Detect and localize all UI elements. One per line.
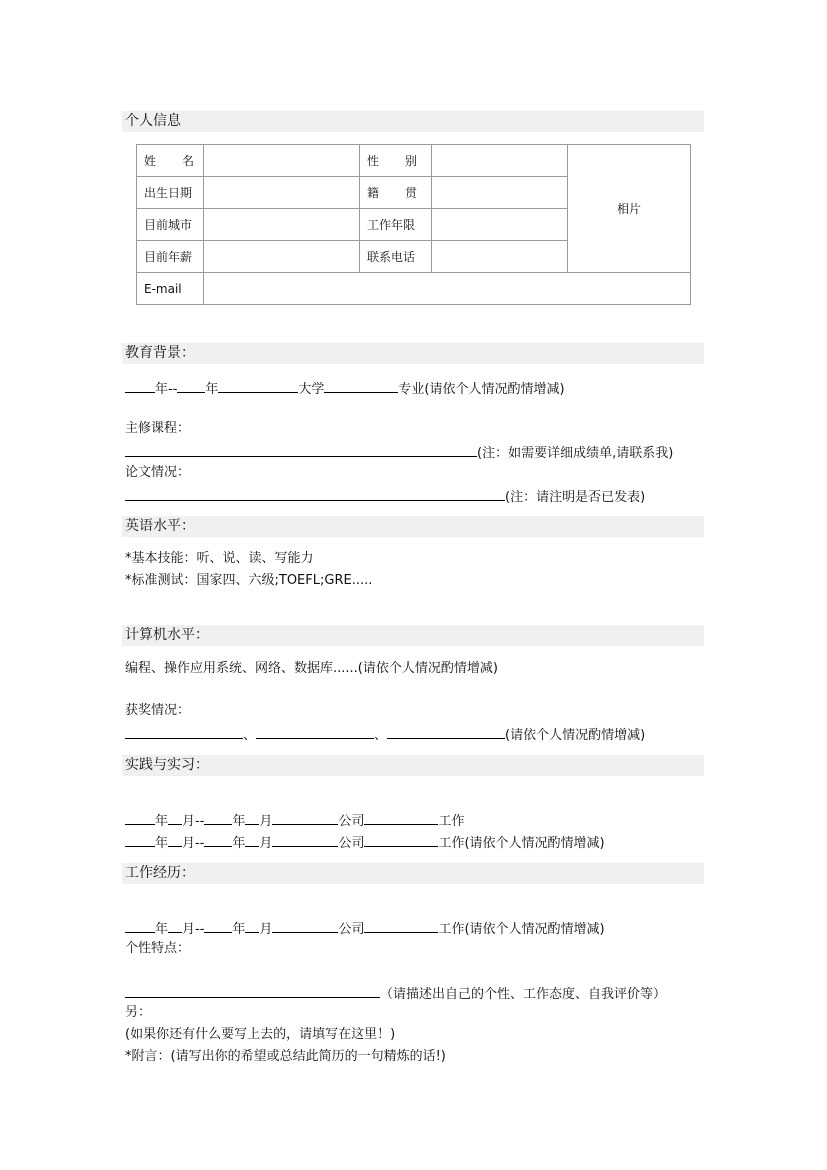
other-label: 另：	[125, 1005, 152, 1020]
courses-label: 主修课程：	[125, 421, 191, 436]
computer-skills: 编程、操作应用系统、网络、数据库......(请依个人情况酌情增减)	[125, 661, 498, 676]
birth-value[interactable]	[204, 177, 360, 209]
native-label: 籍 贯	[360, 177, 432, 209]
city-value[interactable]	[204, 209, 360, 241]
awards-label: 获奖情况：	[125, 703, 191, 718]
education-line: 年-- 年 大学 专业(请依个人情况酌情增减)	[125, 378, 565, 399]
education-heading: 教育背景：	[122, 343, 704, 364]
english-tests: *标准测试：国家四、六级;TOEFL;GRE.....	[125, 573, 373, 588]
salary-label: 目前年薪	[137, 241, 204, 273]
gender-value[interactable]	[432, 145, 568, 177]
experience-line: 年 月-- 年 月 公司 工作(请依个人情况酌情增减)	[125, 918, 605, 939]
computer-heading: 计算机水平：	[122, 625, 704, 646]
appendix-line: *附言：(请写出你的希望或总结此简历的一句精炼的话!)	[125, 1049, 446, 1064]
phone-label: 联系电话	[360, 241, 432, 273]
english-skills: *基本技能：听、说、读、写能力	[125, 551, 314, 566]
birth-label: 出生日期	[137, 177, 204, 209]
photo-cell[interactable]	[568, 145, 691, 273]
name-value[interactable]	[204, 145, 360, 177]
courses-line: (注：如需要详细成绩单,请联系我)	[125, 442, 673, 463]
thesis-label: 论文情况：	[125, 465, 191, 480]
personal-info-table	[136, 144, 691, 305]
email-value[interactable]	[204, 273, 691, 305]
native-value[interactable]	[432, 177, 568, 209]
gender-label: 性 别	[360, 145, 432, 177]
practice-line-1: 年 月-- 年 月 公司 工作	[125, 810, 464, 831]
years-label: 工作年限	[360, 209, 432, 241]
email-label: E-mail	[137, 273, 204, 305]
english-heading: 英语水平：	[122, 516, 704, 537]
personality-label: 个性特点：	[125, 941, 191, 956]
salary-value[interactable]	[204, 241, 360, 273]
years-value[interactable]	[432, 209, 568, 241]
practice-line-2: 年 月-- 年 月 公司 工作(请依个人情况酌情增减)	[125, 832, 605, 853]
other-line: (如果你还有什么要写上去的，请填写在这里！)	[125, 1027, 396, 1042]
phone-value[interactable]	[432, 241, 568, 273]
practice-heading: 实践与实习：	[122, 755, 704, 776]
awards-line: 、 、 (请依个人情况酌情增减)	[125, 724, 645, 745]
personal-info-heading: 个人信息	[122, 111, 704, 132]
photo-label: 相片	[616, 202, 641, 216]
name-label: 姓 名	[137, 145, 204, 177]
thesis-line: (注：请注明是否已发表)	[125, 486, 645, 507]
experience-heading: 工作经历：	[122, 863, 704, 884]
city-label: 目前城市	[137, 209, 204, 241]
personality-line: （请描述出自己的个性、工作态度、自我评价等）	[125, 983, 666, 1004]
